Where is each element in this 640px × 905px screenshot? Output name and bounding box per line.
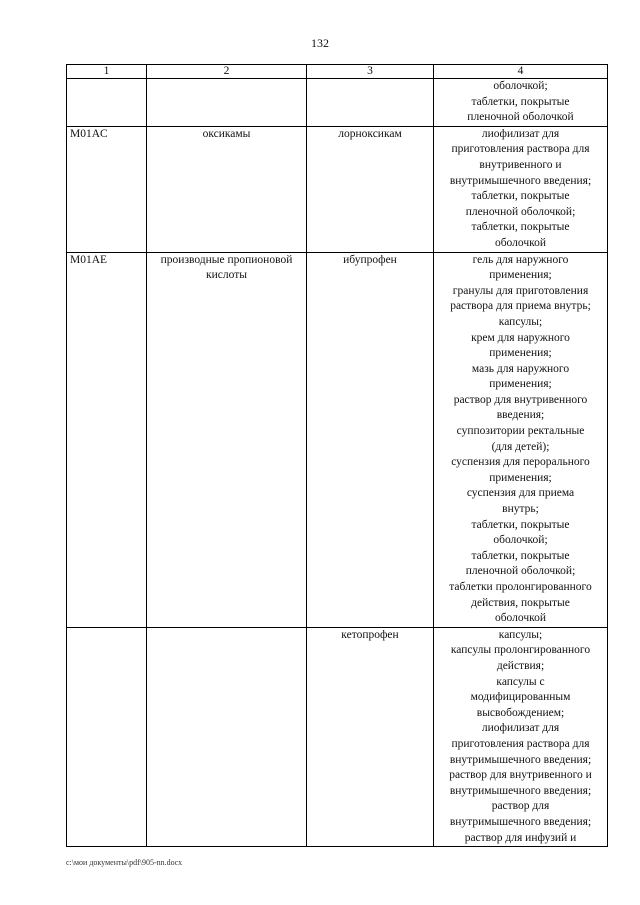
dosage-form-line: (для детей); bbox=[491, 440, 550, 453]
atc-code-cell bbox=[67, 79, 147, 127]
dosage-forms-cell bbox=[434, 79, 608, 127]
dosage-form-line: оболочкой; bbox=[493, 80, 548, 92]
dosage-forms-cell bbox=[434, 252, 608, 627]
dosage-form-line: капсулы; bbox=[498, 628, 543, 641]
drug-group-cell: оксикамы bbox=[147, 126, 307, 252]
dosage-form-line: таблетки, покрытые bbox=[471, 518, 570, 531]
dosage-form-line: пленочной оболочкой; bbox=[465, 565, 576, 578]
dosage-form-line: таблетки пролонгированного bbox=[449, 581, 592, 593]
dosage-form-line: введения; bbox=[496, 409, 545, 422]
dosage-form-line: оболочкой bbox=[494, 236, 547, 249]
dosage-form-line: внутримышечного введения; bbox=[449, 753, 592, 766]
dosage-form-line: пленочной оболочкой bbox=[467, 111, 574, 124]
dosage-form-line: мазь для наружного bbox=[471, 362, 570, 375]
dosage-form-line: внутримышечного введения; bbox=[449, 784, 592, 797]
dosage-form-line: применения; bbox=[489, 378, 552, 391]
table-header-row bbox=[67, 65, 608, 79]
dosage-form-line: оболочкой; bbox=[493, 534, 548, 547]
medication-table bbox=[66, 64, 608, 847]
dosage-form-line: капсулы пролонгированного bbox=[450, 644, 591, 657]
dosage-form-line: применения; bbox=[489, 471, 552, 484]
table-row bbox=[67, 79, 608, 127]
dosage-form-line: внутримышечного введения; bbox=[449, 815, 592, 828]
dosage-form-line: таблетки, покрытые bbox=[471, 95, 570, 108]
drug-group-cell bbox=[147, 79, 307, 127]
dosage-form-line: лиофилизат для bbox=[481, 127, 560, 140]
dosage-form-line: таблетки, покрытые bbox=[471, 221, 570, 234]
dosage-form-line: оболочкой bbox=[494, 612, 547, 625]
column-header: 3 bbox=[307, 65, 434, 79]
dosage-form-line: применения; bbox=[489, 269, 552, 282]
dosage-form-line: раствор для bbox=[491, 800, 550, 813]
drug-name-cell: кетопрофен bbox=[307, 627, 434, 846]
dosage-form-line: суспензия для перорального bbox=[451, 456, 590, 469]
dosage-form-line: суспензия для приема bbox=[466, 487, 575, 500]
document-file-path: c:\мои документы\pdf\905-nn.docx bbox=[66, 858, 183, 867]
dosage-form-line: высвобождением; bbox=[476, 706, 565, 719]
drug-group-cell bbox=[147, 627, 307, 846]
dosage-form-line: раствор для инфузий и bbox=[464, 831, 577, 844]
dosage-form-line: суппозитории ректальные bbox=[456, 425, 585, 438]
dosage-form-line: таблетки, покрытые bbox=[471, 549, 570, 562]
dosage-form-line: внутрь; bbox=[502, 503, 539, 516]
dosage-form-line: внутримышечного введения; bbox=[449, 174, 592, 187]
atc-code-cell: M01AE bbox=[67, 252, 147, 627]
dosage-form-line: действия, покрытые bbox=[471, 596, 570, 609]
dosage-form-line: приготовления раствора для bbox=[451, 143, 590, 156]
dosage-form-line: раствор для внутривенного bbox=[453, 393, 588, 406]
column-header: 1 bbox=[67, 65, 147, 79]
page-number: 132 bbox=[311, 36, 329, 50]
atc-code-cell: M01AC bbox=[67, 126, 147, 252]
dosage-form-line: таблетки, покрытые bbox=[471, 190, 570, 203]
table-row bbox=[67, 627, 608, 846]
dosage-form-line: модифицированным bbox=[470, 691, 571, 704]
dosage-form-line: лиофилизат для bbox=[481, 722, 560, 735]
dosage-form-line: применения; bbox=[489, 347, 552, 360]
dosage-form-line: внутривенного и bbox=[479, 158, 562, 171]
dosage-forms-cell bbox=[434, 126, 608, 252]
dosage-form-line: действия; bbox=[496, 659, 545, 672]
drug-group-cell: производные пропионовой кислоты bbox=[147, 252, 307, 627]
atc-code-cell bbox=[67, 627, 147, 846]
dosage-form-line: приготовления раствора для bbox=[451, 737, 590, 750]
dosage-form-line: гранулы для приготовления bbox=[452, 284, 589, 297]
dosage-form-line: крем для наружного bbox=[471, 331, 570, 344]
table-body bbox=[67, 79, 608, 847]
dosage-form-line: раствор для внутривенного и bbox=[449, 769, 592, 782]
dosage-form-line: капсулы с bbox=[496, 675, 545, 688]
drug-name-cell: ибупрофен bbox=[307, 252, 434, 627]
column-header: 4 bbox=[434, 65, 608, 79]
drug-name-cell bbox=[307, 79, 434, 127]
dosage-form-line: гель для наружного bbox=[472, 253, 569, 266]
dosage-form-line: капсулы; bbox=[498, 315, 543, 328]
dosage-form-line: раствора для приема внутрь; bbox=[450, 300, 591, 313]
column-header: 2 bbox=[147, 65, 307, 79]
dosage-form-line: пленочной оболочкой; bbox=[465, 205, 576, 218]
dosage-forms-cell bbox=[434, 627, 608, 846]
drug-name-cell: лорноксикам bbox=[307, 126, 434, 252]
table-row bbox=[67, 252, 608, 627]
table-row bbox=[67, 126, 608, 252]
